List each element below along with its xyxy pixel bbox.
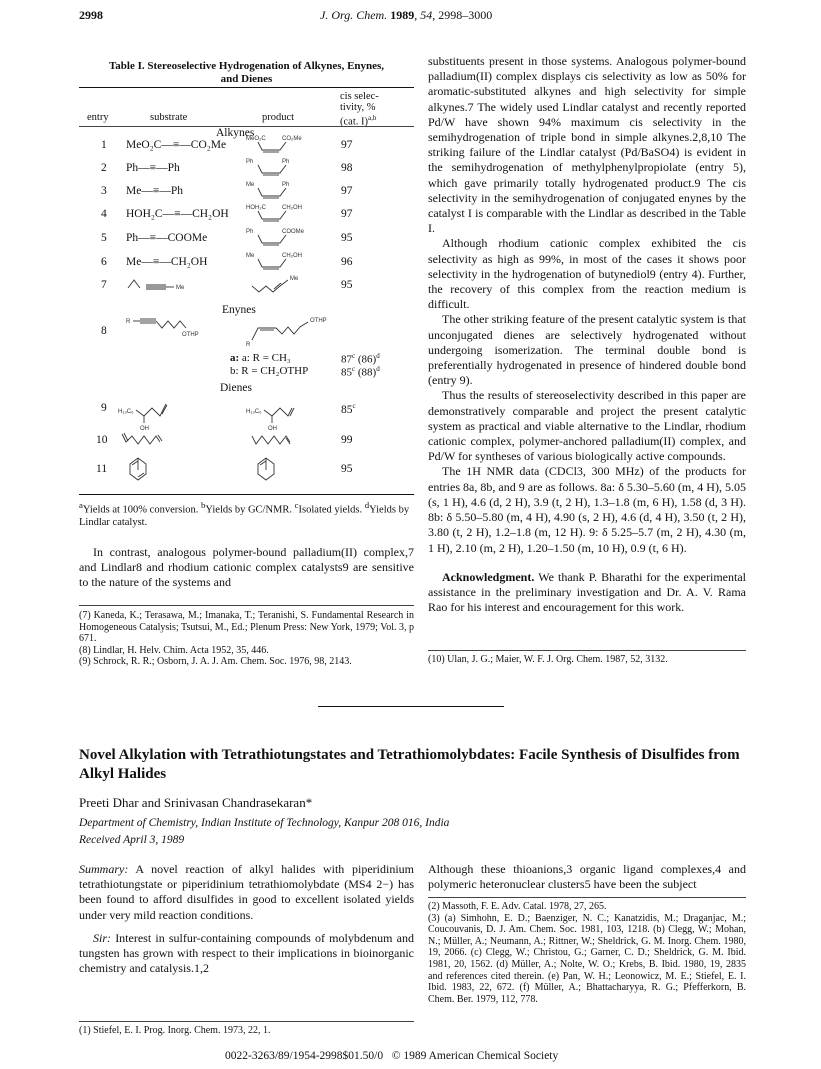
ref-7: (7) Kaneda, K.; Terasawa, M.; Imanaka, T.; Teranishi, S. Fundamental Research in Homogeneous Catalysis; Tsutsui, M., Ed.; Plenum Press: New York, 1979; Vol. 3, p 671. [79, 610, 414, 645]
substrate-9-oh: OH [140, 426, 149, 432]
product-9-oh: OH [268, 426, 277, 432]
ref1-rule [79, 1021, 414, 1022]
substrate-9-hexyl: H₁₃C₆ [118, 409, 134, 415]
entry-7: 7 [101, 279, 107, 291]
sel-4: 97 [341, 208, 353, 220]
substrate-4: HOH₂C—≡—CH₂OH [126, 208, 229, 220]
ref-8: (8) Lindlar, H. Helv. Chim. Acta 1952, 35, 446. [79, 644, 269, 656]
product-4-left: HOH₂C [246, 205, 266, 211]
sel-head-1: cis selec- [340, 91, 379, 102]
product-5-structure [246, 227, 326, 249]
substrate-8-othp: OTHP [182, 332, 199, 338]
substrate-10-structure [120, 430, 170, 448]
sel-7: 95 [341, 279, 353, 291]
product-2-left: Ph [246, 159, 254, 165]
product-2-structure [246, 157, 326, 179]
footnote-b: Yields by GC/NMR. [205, 504, 293, 516]
ref-9: (9) Schrock, R. R.; Osborn, J. A. J. Am. Chem. Soc. 1976, 98, 2143. [79, 656, 352, 668]
sir-paragraph [79, 931, 414, 977]
product-6-right: CH₂OH [282, 253, 302, 259]
entry-11: 11 [96, 463, 108, 475]
right-paragraph-2: Although rhodium cationic complex exhibited the cis selectivity as high as 99%, in most of the cases it shows poor selectivity in the hydrogenation of butynediol9 (entry 4). Further, the recovery of this complex from the reaction medium is difficult. [428, 236, 746, 312]
product-9-structure [246, 396, 306, 432]
summary-label: Summary: [79, 862, 129, 876]
substrate-5: Ph—≡—COOMe [126, 232, 208, 244]
product-4-structure [246, 203, 326, 225]
product-8-structure [246, 314, 336, 348]
right-paragraph-3: The other striking feature of the present catalytic system is that unconjugated dienes are selectively hydrogenated without undergoing isomerization. The terminal double bond is preferentially hydrogenated in presence of hindered double bond (entry 9). [428, 312, 746, 388]
substrate-8-r: R [126, 319, 131, 325]
section-enynes: Enynes [222, 304, 256, 316]
substrate-2: Ph—≡—Ph [126, 162, 180, 174]
left-body-text [79, 545, 414, 591]
col-header-substrate: substrate [150, 112, 188, 123]
entry-9: 9 [101, 402, 107, 414]
product-5-left: Ph [246, 229, 254, 235]
entry-4: 4 [101, 208, 107, 220]
article-refs-rule [428, 897, 746, 898]
sel-6: 96 [341, 256, 353, 268]
article-references [428, 901, 746, 1005]
product-11-norbornene [252, 452, 282, 482]
sel-8b: 85$^c$ $(88)^d$ [341, 365, 380, 379]
summary [79, 862, 414, 923]
ack-title: Acknowledgment. [442, 569, 535, 584]
left-references [79, 610, 414, 668]
article-title: Novel Alkylation with Tetrathiotungstates and Tetrathiomolybdates: Facile Synthesis of Disulfides from Alkyl Halides [79, 747, 740, 782]
product-3-left: Me [246, 182, 255, 188]
ref-2: (2) Massoth, F. E. Adv. Catal. 1978, 27, 265. [428, 901, 607, 912]
product-1-structure [246, 134, 326, 156]
footnote-c: Isolated yields. [298, 504, 363, 516]
table-footnotes: $^a$Yields at 100% conversion. $^b$Yields by GC/NMR. $^c$Isolated yields. $^d$Yields by Lindlar catalyst. [79, 500, 410, 529]
entry-6: 6 [101, 256, 107, 268]
product-10-structure [250, 430, 300, 448]
substrate-3: Me—≡—Ph [126, 185, 183, 197]
sir-label: Sir: [93, 930, 111, 945]
col-header-selectivity [340, 91, 379, 128]
substrate-8-structure [126, 314, 216, 346]
product-5-right: COOMe [282, 229, 305, 235]
entry-5: 5 [101, 232, 107, 244]
substrate-11-norbornadiene [124, 452, 154, 482]
product-4-right: CH₂OH [282, 205, 302, 211]
sel-3: 97 [341, 185, 353, 197]
right-paragraph-1: substituents present in those systems. Analogous polymer-bound palladium(II) complex displays cis selectivity as low as 50% for aromatic-substituted alkynes and high selectivity for simple alkynes.7 The widely used Lindlar catalyst and recently reported Pd/W have shown 94% maximum cis selectivity in the semihydrogenation of triple bond in simple alkynes.2,8,10 The striking failure of the Lindlar catalyst (Pd/BaSO4) is evident in the semihydrogenation of methylphenylpropiolate (entry 5), which gave primarily totally hydrogenated product.9 The cis selectivity in the semihydrogenation of conjugated enynes by the catalyst I is comparable with the Lindlar as described in the Table I. [428, 54, 746, 236]
product-9-hexyl: H₁₃C₆ [246, 409, 262, 415]
product-3-right: Ph [282, 182, 290, 188]
substrate-7-structure [126, 276, 206, 298]
journal-pages: 2998–3000 [438, 8, 493, 22]
sel-1: 97 [341, 139, 353, 151]
right-body-text [428, 54, 746, 615]
article-authors: Preeti Dhar and Srinivasan Chandrasekaran* [79, 795, 313, 810]
ref-10: (10) Ulan, J. G.; Maier, W. F. J. Org. Chem. 1987, 52, 3132. [428, 654, 668, 665]
journal-name: J. Org. Chem. [320, 8, 388, 22]
journal-volume: 54 [420, 8, 433, 22]
entry-8: 8 [101, 325, 107, 337]
right-paragraph-5: The 1H NMR data (CDCl3, 300 MHz) of the products for entries 8a, 8b, and 9 are as follows. 8a: δ 5.30–5.60 (m, 4 H), 5.05 (s, 1 H), 4.6 (d, 2 H), 3.9 (t, 2 H), 1.3–1.8 (m, 6 H), 1.58 (d, 3 H). 8b: δ 5.50–5.80 (m, 4 H), 4.90 (s, 2 H), 4.6 (d, 4 H), 3.50 (t, 2 H), 3.80 (t, 2 H), 1.2–1.8 (m, 12 H). 9: δ 5.25–5.7 (m, 2 H), 4.30 (m, 1 H), 2.10 (m, 2 H), 1.20–1.50 (m, 10 H), 0.9 (t, 6 H). [428, 464, 746, 555]
sel-9: 85$^c$ [341, 402, 356, 416]
substrate-1: MeO₂C—≡—CO₂Me [126, 139, 227, 151]
product-6-structure [246, 251, 326, 273]
variant-8b: b: R = CH₂OTHP [230, 365, 309, 377]
product-1-right: CO₂Me [282, 136, 302, 142]
sel-head-3: (cat. I)$^{a,b}$ [340, 114, 377, 128]
product-7-structure [250, 274, 320, 296]
left-paragraph: In contrast, analogous polymer-bound palladium(II) complex,7 and Lindlar8 and rhodium cationic complex catalysts9 are sensitive to the nature of the systems and [79, 545, 414, 590]
right-refs-rule [428, 650, 746, 651]
article-affiliation: Department of Chemistry, Indian Institute of Technology, Kanpur 208 016, India [79, 817, 450, 829]
sel-5: 95 [341, 232, 353, 244]
product-2-right: Ph [282, 159, 290, 165]
product-1-left: MeO₂C [246, 136, 266, 142]
article-received: Received April 3, 1989 [79, 834, 185, 846]
table-title-line2: and Dienes [220, 73, 273, 85]
variant-8a: a: a: R = CH₃ [230, 352, 291, 364]
article-right-text [428, 862, 746, 892]
summary-text: A novel reaction of alkyl halides with piperidinium tetrathiotungstate or piperidinium tetrathiomolybdate (MS4 2−) has been found to afford disulfides in good to excellent isolated yields under very mild reaction conditions. [79, 862, 414, 922]
left-refs-rule [79, 605, 414, 606]
sel-2: 98 [341, 162, 353, 174]
col-header-product: product [262, 112, 295, 123]
journal-year: 1989 [390, 8, 415, 22]
ref-3: (3) (a) Simhohn, E. D.; Baenziger, N. C.; Kanatzidis, M.; Draganjac, M.; Coucouvanis, D. J. Am. Chem. Soc. 1981, 103, 1218. (b) Clegg, W.; Mohan, N.; Müller, A.; Neumann, A.; Rittner, W.; Sheldrick, G. M. Inorg. Chem. 1980, 19, 2066. (c) Clegg, W.; Christou, G.; Garner, C. D.; Sheldrick, G. M. Ibid. 1981, 20, 1562. (d) Müller, A.; Nolte, W. O.; Krebs, B. Ibid. 1980, 19, 2835 and references cited therein. (e) Pan, W. H.; Leonowicz, M. E.; Stiefel, E. I. Ibid. 1983, 22, 672. (f) Müller, A.; Bhattacharyya, R. G.; Pfefferkorn, B. Chem. Ber. 1979, 112, 778. [428, 912, 746, 1005]
product-7-me: Me [290, 276, 299, 282]
page-number: 2998 [79, 8, 103, 22]
article-separator [318, 706, 504, 707]
section-alkynes: Alkynes [216, 127, 255, 139]
running-header: J. Org. Chem. 1989, 54, 2998–3000 [320, 8, 493, 22]
substrate-7-me: Me [176, 285, 185, 291]
entry-3: 3 [101, 185, 107, 197]
ref-1: (1) Stiefel, E. I. Prog. Inorg. Chem. 1973, 22, 1. [79, 1025, 271, 1036]
section-dienes: Dienes [220, 382, 252, 394]
page-footer: 0022-3263/89/1954-2998$01.50/0 © 1989 American Chemical Society [225, 1050, 559, 1062]
sel-8a: 87$^c$ $(86)^d$ [341, 352, 380, 366]
right-paragraph-4: Thus the results of stereoselectivity described in this paper are demonstratively comparable and project the present catalytic system as practical and viable alternative to the Lindlar, rhodium cationic complex, polymer-anchored palladium(II) complex, and Pd/W for syntheses of various biologically active compounds. [428, 388, 746, 464]
entry-1: 1 [101, 139, 107, 151]
footnote-d: Yields by Lindlar catalyst. [79, 504, 410, 529]
sel-11: 95 [341, 463, 353, 475]
article-right-paragraph: Although these thioanions,3 organic ligand complexes,4 and polymeric heteronuclear clusters5 have been the subject [428, 862, 746, 892]
footnote-a: Yields at 100% conversion. [82, 504, 199, 516]
table-title-line1: Table I. Stereoselective Hydrogenation of Alkynes, Enynes, [108, 60, 385, 72]
table-bottom-rule [79, 494, 414, 495]
entry-2: 2 [101, 162, 107, 174]
sir-text: Interest in sulfur-containing compounds of molybdenum and tungsten has grown with respect to their implications in bioinorganic chemistry and catalysis.1,2 [79, 930, 415, 976]
table-title [79, 60, 414, 86]
acknowledgment [428, 570, 746, 616]
summary-block [79, 862, 414, 976]
entry-10: 10 [96, 434, 108, 446]
sel-head-2: tivity, % [340, 102, 376, 113]
product-6-left: Me [246, 253, 255, 259]
substrate-6: Me—≡—CH₂OH [126, 256, 208, 268]
ack-text: We thank P. Bharathi for the experimental assistance in the preliminary investigation and Dr. A. V. Rama Rao for his interest and encouragement for this work. [428, 569, 746, 615]
col-header-entry: entry [87, 112, 109, 123]
table-top-rule [79, 87, 414, 88]
substrate-9-structure [118, 396, 178, 432]
product-3-structure [246, 180, 326, 202]
sel-10: 99 [341, 434, 353, 446]
product-8-othp: OTHP [310, 318, 327, 324]
product-8-r: R [246, 342, 251, 348]
